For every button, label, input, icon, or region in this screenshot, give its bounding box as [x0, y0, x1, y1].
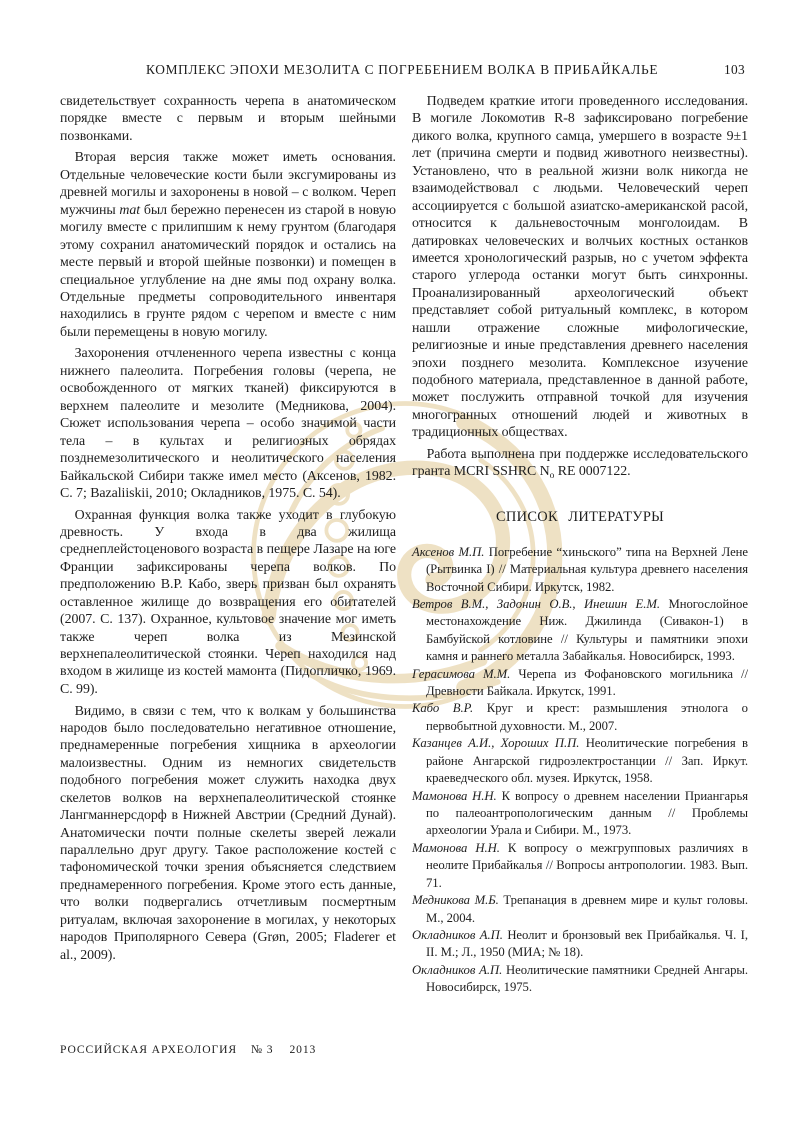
- numero-subscript: o: [549, 471, 555, 482]
- bibliography-list: [412, 544, 748, 997]
- issue-number: № 3: [250, 1043, 274, 1056]
- reference-item: [412, 962, 748, 997]
- paragraph-text: Вторая версия также может иметь основания. Отдельные человеческие кости были эксгумированы из древней могилы и захоронены в новой – с волком. Череп мужчины: [60, 150, 396, 218]
- running-title: КОМПЛЕКС ЭПОХИ МЕЗОЛИТА С ПОГРЕБЕНИЕМ ВОЛКА В ПРИБАЙКАЛЬЕ: [146, 62, 659, 77]
- paragraph-text: Видимо, в связи с тем, что к волкам у большинства народов было последовательно негативное отношение, преднамеренные погребения хищника в археологии малоизвестны. Одним из немногих свидетельств подобного погребения может служить находка двух скелетов волков на верхнепалеолитической стоянке Лангманнерсдорф в Нижней Австрии (Средний Дунай). Анатомически почти полные скелеты зверей лежали параллельно друг другу. Такое расположение костей с тафономической точки зрения объясняется следствием преднамеренного погребения. Кроме этого есть данные, что волки подвергались отчетливым посмертным ритуалам, включая захоронение в могилах, у некоторых народов Приполярного Севера (Grøn, 2005; Fladerer et al., 2009).: [60, 703, 396, 963]
- italic-term: mat: [119, 202, 141, 218]
- paragraph: [60, 703, 396, 965]
- paragraph-text: Захоронения отчлененного черепа известны с конца нижнего палеолита. Погребения головы (черепа, не освобожденного от мягких тканей) фиксируются в верхнем палеолите и мезолите (Медникова, 2004). Сюжет использования черепа – особо значимой части тела – в культах и религиозных обрядах позднемезолитического и неолитического населения Байкальской Сибири также имел место (Аксенов, 1982. С. 7; Bazaliiskii, 2010; Окладников, 1975. С. 54).: [60, 346, 396, 501]
- reference-item: [412, 927, 748, 962]
- running-header: [0, 61, 808, 79]
- journal-name: РОССИЙСКАЯ АРХЕОЛОГИЯ: [60, 1043, 237, 1056]
- reference-authors: Кабо В.Р.: [412, 701, 474, 716]
- paragraph-text: Подведем краткие итоги проведенного исследования. В могиле Локомотив R-8 зафиксировано погребение дикого волка, крупного самца, умершего в возрасте 9±1 лет (причина смерти и подвид животного неизвестны). Установлено, что в реальной жизни волк никогда не взаимодействовал с людьми. Человеческий череп ассоциируется с большой азиатско-американской расой, относится к дальневосточным монголоидам. В датировках человеческих и волчьих костных останков имеется хронологический разрыв, но с учетом эффекта старого углерода останки могут быть синхронны. Проанализированный археологический объект представляет собой ритуальный комплекс, в котором нашли отражение сложные мифологические, религиозные и иные представления древнего населения эпохи позднего мезолита. Комплексное изучение подобного материала, представленное в данной работе, может послужить отправной точкой для изучения многогранных отношений людей и животных в традиционных обществах.: [412, 94, 748, 441]
- reference-authors: Медникова М.Б.: [412, 893, 499, 908]
- reference-title: Трепанация в древнем мире и культ головы. М., 2004.: [425, 893, 748, 925]
- paragraph: [60, 93, 396, 145]
- reference-authors: Герасимова М.М.: [412, 666, 511, 681]
- acknowledgement: [412, 446, 748, 481]
- reference-authors: Мамонова Н.Н.: [412, 840, 500, 855]
- reference-title: К вопросу о древнем населении Приангарья по палеоантропологическим данным // Проблемы археологии Урала и Сибири. М., 1973.: [425, 788, 748, 838]
- reference-item: [412, 892, 748, 927]
- paragraph: [412, 93, 748, 442]
- paragraph: [60, 345, 396, 502]
- reference-title: Погребение “хиньского” типа на Верхней Лене (Рытвинка I) // Материальная культура древнего населения Восточной Сибири. Иркутск, 1982.: [425, 544, 748, 594]
- reference-title: Многослойное местонахождение Ниж. Джилинда (Сивакон-1) в Бамбуйской котловине // Культуры и памятники эпохи камня и раннего металла Забайкалья. Новосибирск, 1993.: [425, 596, 748, 664]
- left-column: [60, 93, 396, 968]
- publication-year: 2013: [289, 1043, 317, 1056]
- paragraph: [60, 149, 396, 341]
- reference-item: [412, 840, 748, 892]
- reference-authors: Окладников А.П.: [412, 927, 503, 942]
- reference-item: [412, 788, 748, 840]
- paragraph-text: Работа выполнена при поддержке исследовательского гранта MCRI SSHRC N: [412, 446, 748, 480]
- reference-item: [412, 666, 748, 701]
- reference-item: [412, 700, 748, 735]
- reference-title: Неолитические погребения в районе Ангарской гидроэлектростанции // Зап. Иркут. краеведческого обл. музея. Иркутск, 1958.: [425, 736, 748, 786]
- reference-item: [412, 596, 748, 666]
- reference-title: Неолитические памятники Средней Ангары. Новосибирск, 1975.: [425, 962, 748, 995]
- page-number: 103: [724, 62, 745, 77]
- reference-title: Неолит и бронзовый век Прибайкалья. Ч. I, II. М.; Л., 1950 (МИА; № 18).: [425, 927, 748, 960]
- reference-authors: Окладников А.П.: [412, 962, 503, 977]
- reference-authors: Аксенов М.П.: [412, 544, 485, 559]
- bibliography-heading: СПИСОК ЛИТЕРАТУРЫ: [495, 508, 665, 525]
- reference-title: Круг и крест: размышления этнолога о первобытной духовности. М., 2007.: [425, 701, 748, 733]
- paragraph: [60, 507, 396, 699]
- reference-authors: Казанцев А.И., Хороших П.П.: [412, 736, 580, 751]
- paragraph-text: был бережно перенесен из старой в новую могилу вместе с прилипшим к нему грунтом (благодаря этому сохранил анатомический порядок и остались на месте первый и второй шейные позвонки) и помещен в специальное углубление на дне ямы под охрану волка. Отдельные предметы сопроводительного инвентаря находились в грунте рядом с черепом и вместе с ним были перемещены в новую могилу.: [60, 202, 396, 340]
- reference-authors: Мамонова Н.Н.: [412, 788, 497, 803]
- reference-title: К вопросу о межгрупповых различиях в неолите Прибайкалья // Вопросы антропологии. 1983. Вып. 71.: [425, 840, 748, 890]
- reference-title: Черепа из Фофановского могильника // Древности Байкала. Иркутск, 1991.: [425, 666, 749, 699]
- reference-authors: Ветров В.М., Задонин О.В., Инешин Е.М.: [412, 596, 661, 611]
- reference-item: [412, 735, 748, 787]
- paragraph-text: RE 0007122.: [557, 464, 631, 480]
- right-column: [412, 93, 748, 997]
- paragraph-text: Охранная функция волка также уходит в глубокую древность. У входа в два жилища среднеплейстоценового возраста в пещере Лазаре на юге Франции зафиксированы черепа волков. По предположению В.Р. Кабо, зверь призван был охранять оставленное жилище до возвращения его обитателей (2007. С. 137). Охранное, культовое значение мог иметь также череп волка из Мезинской верхнепалеолитической стоянки. Череп находился над входом в жилище из костей мамонта (Пидопличко, 1969. С. 99).: [60, 507, 396, 697]
- reference-item: [412, 544, 748, 596]
- running-footer: [60, 1042, 316, 1058]
- paragraph-text: свидетельствует сохранность черепа в анатомическом порядке вместе с первым и вторым шейными позвонками.: [60, 94, 396, 144]
